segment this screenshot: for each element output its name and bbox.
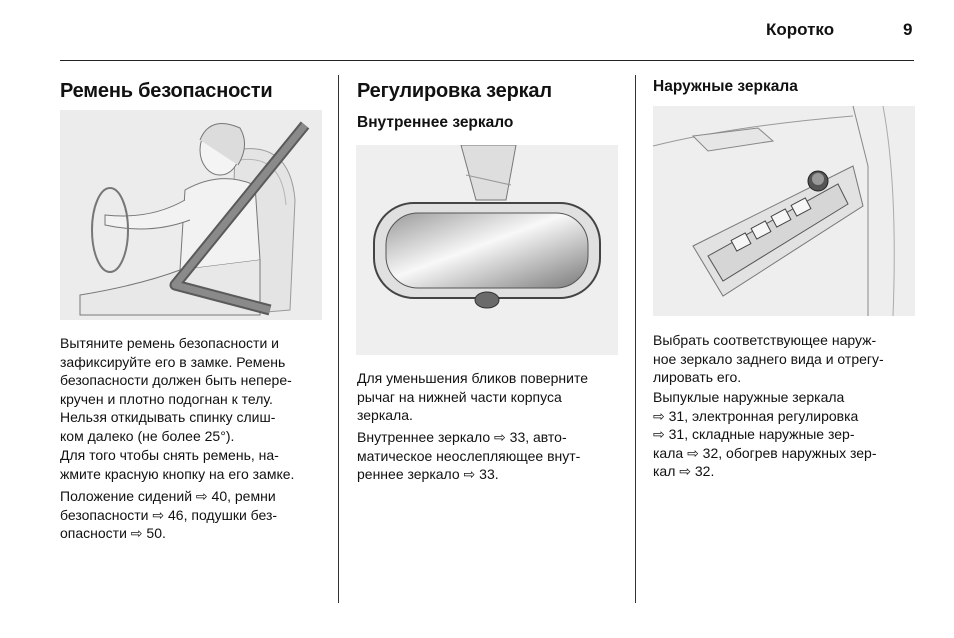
text-line: кала ⇨ 32, обогрев наружных зер- xyxy=(653,444,877,461)
outer-mirror-paragraph-1 xyxy=(653,331,884,387)
subheading-outer-mirrors: Наружные зеркала xyxy=(653,78,798,95)
rearview-mirror-illustration xyxy=(356,145,618,355)
text-line: зеркала. xyxy=(357,407,413,423)
rearview-mirror-icon xyxy=(356,145,618,355)
text-line: зафиксируйте его в замке. Ремень xyxy=(60,353,286,370)
text-line: рычаг на нижней части корпуса xyxy=(357,388,562,405)
seatbelt-illustration xyxy=(60,110,322,320)
column-outer-mirrors xyxy=(653,76,798,98)
text-line: Для уменьшения бликов поверните xyxy=(357,370,589,386)
text-line: Нельзя откидывать спинку слиш- xyxy=(60,409,276,425)
seatbelt-icon xyxy=(60,110,322,320)
text-line: опасности ⇨ 50. xyxy=(60,525,166,541)
seatbelt-paragraph-2 xyxy=(60,446,294,483)
text-line: кал ⇨ 32. xyxy=(653,463,715,479)
text-line: жмите красную кнопку на его замке. xyxy=(60,465,295,482)
text-line: ком далеко (не более 25°). xyxy=(60,427,235,444)
text-line: безопасности ⇨ 46, подушки без- xyxy=(60,506,278,523)
text-line: Внутреннее зеркало ⇨ 33, авто- xyxy=(357,429,567,445)
text-line: лировать его. xyxy=(653,369,742,385)
text-line: Выбрать соответствующее наруж- xyxy=(653,332,877,348)
text-line: кручен и плотно подогнан к телу. xyxy=(60,390,273,407)
text-line: ⇨ 31, складные наружные зер- xyxy=(653,426,855,442)
section-heading-seatbelt: Ремень безопасности xyxy=(60,80,273,102)
seatbelt-paragraph-3 xyxy=(60,487,277,543)
text-line: безопасности должен быть непере- xyxy=(60,372,292,388)
column-divider-2 xyxy=(635,75,636,603)
text-line: Положение сидений ⇨ 40, ремни xyxy=(60,488,276,504)
column-divider-1 xyxy=(338,75,339,603)
column-seatbelt xyxy=(60,76,272,106)
text-line: ное зеркало заднего вида и отрегу- xyxy=(653,350,884,367)
text-line: Выпуклые наружные зеркала xyxy=(653,389,845,405)
header-rule xyxy=(60,60,914,61)
inner-mirror-paragraph-2 xyxy=(357,428,580,484)
mirror-switch-illustration xyxy=(653,106,915,316)
page-header-title: Коротко xyxy=(766,20,835,39)
text-line: Вытяните ремень безопасности и xyxy=(60,335,279,351)
outer-mirror-paragraph-2 xyxy=(653,388,876,481)
text-line: Для того чтобы снять ремень, на- xyxy=(60,447,279,463)
text-line: реннее зеркало ⇨ 33. xyxy=(357,466,499,482)
seatbelt-paragraph-1 xyxy=(60,334,292,445)
inner-mirror-paragraph-1 xyxy=(357,369,588,425)
subheading-inner-mirror: Внутреннее зеркало xyxy=(357,114,514,131)
page-number: 9 xyxy=(903,20,913,39)
section-heading-mirrors: Регулировка зеркал xyxy=(357,80,552,102)
text-line: матическое неослепляющее внут- xyxy=(357,447,581,464)
column-mirrors xyxy=(357,76,552,134)
text-line: ⇨ 31, электронная регулировка xyxy=(653,407,859,424)
mirror-switch-icon xyxy=(653,106,915,316)
